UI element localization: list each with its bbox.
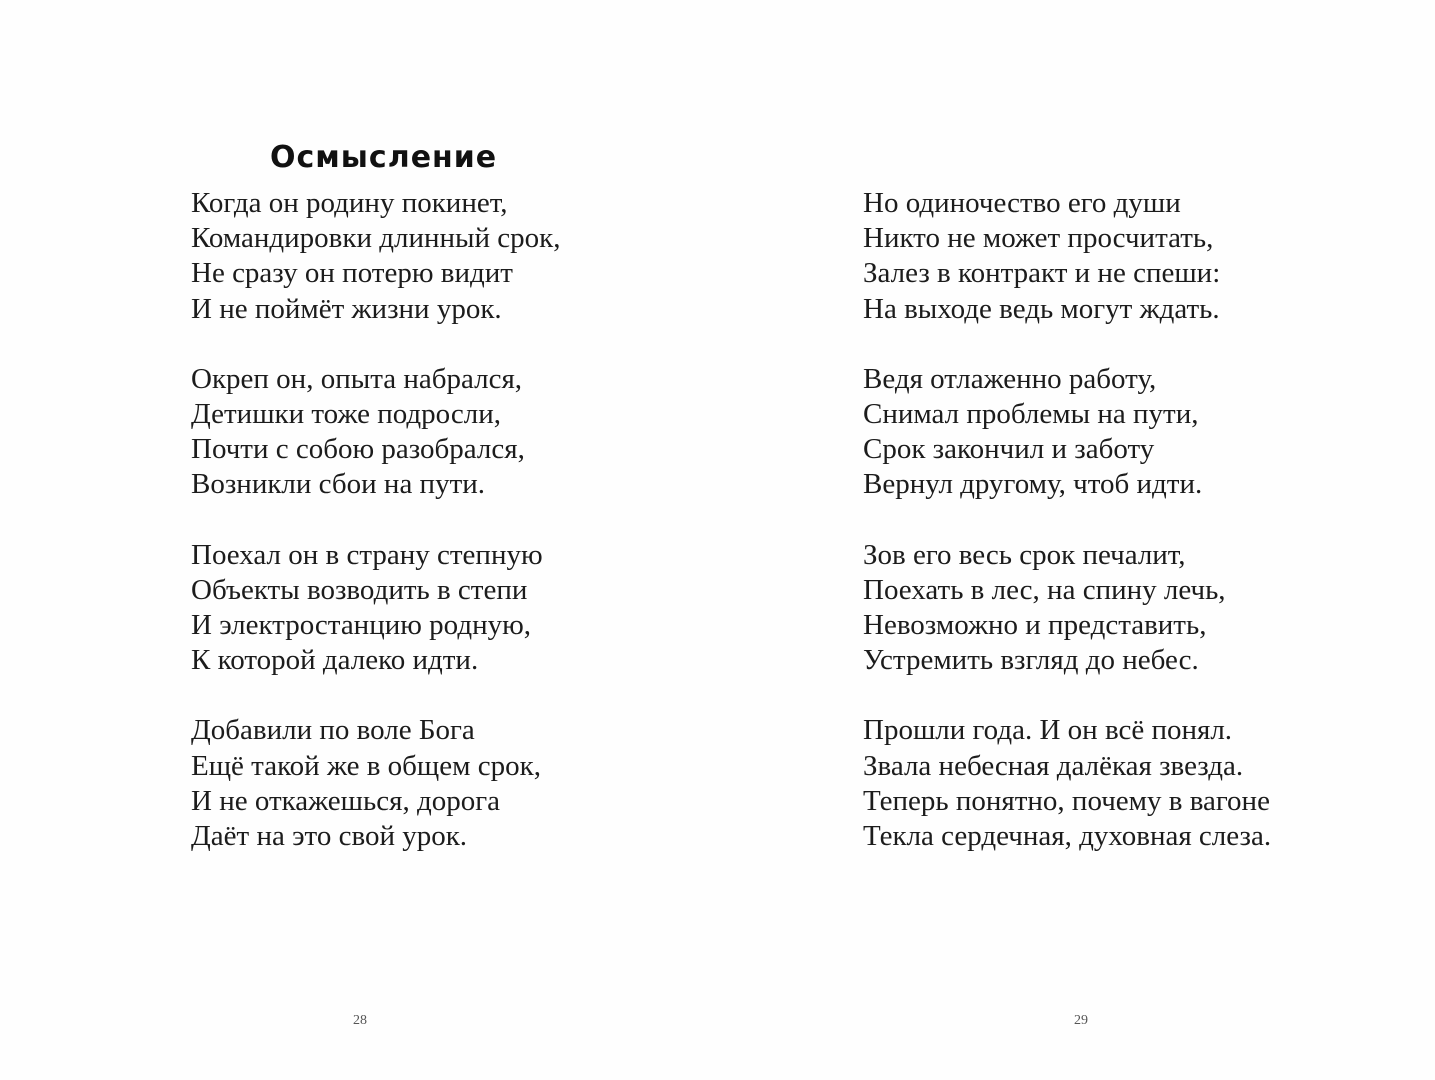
poem-line: Поехал он в страну степную <box>191 538 543 571</box>
left-page <box>0 0 717 1080</box>
left-stanzas <box>191 186 560 889</box>
page-number: 29 <box>1074 1013 1088 1028</box>
stanza <box>191 538 560 679</box>
poem-line: Но одиночество его души <box>863 187 1181 219</box>
poem-line: Почти с собою разобрался, <box>191 433 525 466</box>
poem-line: Объекты возводить в степи <box>191 573 528 606</box>
poem-line: Детишки тоже подросли, <box>191 398 502 431</box>
poem-line: Вернул другому, чтоб идти. <box>863 468 1203 501</box>
poem-line: Никто не может просчитать, <box>863 222 1214 255</box>
poem-line: Невозможно и представить, <box>863 609 1207 642</box>
poem-line: Окреп он, опыта набрался, <box>191 362 523 395</box>
poem-line: И не поймёт жизни урок. <box>191 292 502 325</box>
stanza <box>191 186 560 327</box>
stanza <box>863 362 1271 503</box>
poem-line: Ведя отлаженно работу, <box>863 362 1157 395</box>
stanza <box>863 186 1271 327</box>
poem-line: Ещё такой же в общем срок, <box>191 749 541 782</box>
poem-line: Устремить взгляд до небес. <box>863 644 1199 677</box>
poem-line: Прошли года. И он всё понял. <box>863 714 1233 747</box>
poem-line: Не сразу он потерю видит <box>191 257 513 290</box>
stanza <box>191 713 560 854</box>
right-page <box>717 0 1435 1080</box>
poem-line: Добавили по воле Бога <box>191 714 475 747</box>
poem-line: Когда он родину покинет, <box>191 187 508 219</box>
poem-line: К которой далеко идти. <box>191 644 479 677</box>
poem-line: На выходе ведь могут ждать. <box>863 292 1220 325</box>
poem-line: Теперь понятно, почему в вагоне <box>863 784 1270 817</box>
poem-line: Поехать в лес, на спину лечь, <box>863 573 1226 606</box>
poem-line: Срок закончил и заботу <box>863 433 1155 466</box>
poem-line: Даёт на это свой урок. <box>191 820 468 853</box>
poem-line: Звала небесная далёкая звезда. <box>863 749 1244 782</box>
stanza <box>863 538 1271 679</box>
poem-line: Залез в контракт и не спеши: <box>863 257 1221 290</box>
stanza <box>191 362 560 503</box>
poem-line: И не откажешься, дорога <box>191 784 500 817</box>
right-stanzas <box>863 186 1271 889</box>
page-number: 28 <box>353 1013 367 1028</box>
poem-line: Снимал проблемы на пути, <box>863 398 1199 431</box>
poem-line: И электростанцию родную, <box>191 609 532 642</box>
poem-line: Текла сердечная, духовная слеза. <box>863 820 1272 853</box>
poem-title: Осмысление <box>270 140 498 175</box>
stanza <box>863 713 1271 854</box>
poem-line: Командировки длинный срок, <box>191 222 561 255</box>
poem-line: Возникли сбои на пути. <box>191 468 486 501</box>
poem-line: Зов его весь срок печалит, <box>863 538 1186 571</box>
